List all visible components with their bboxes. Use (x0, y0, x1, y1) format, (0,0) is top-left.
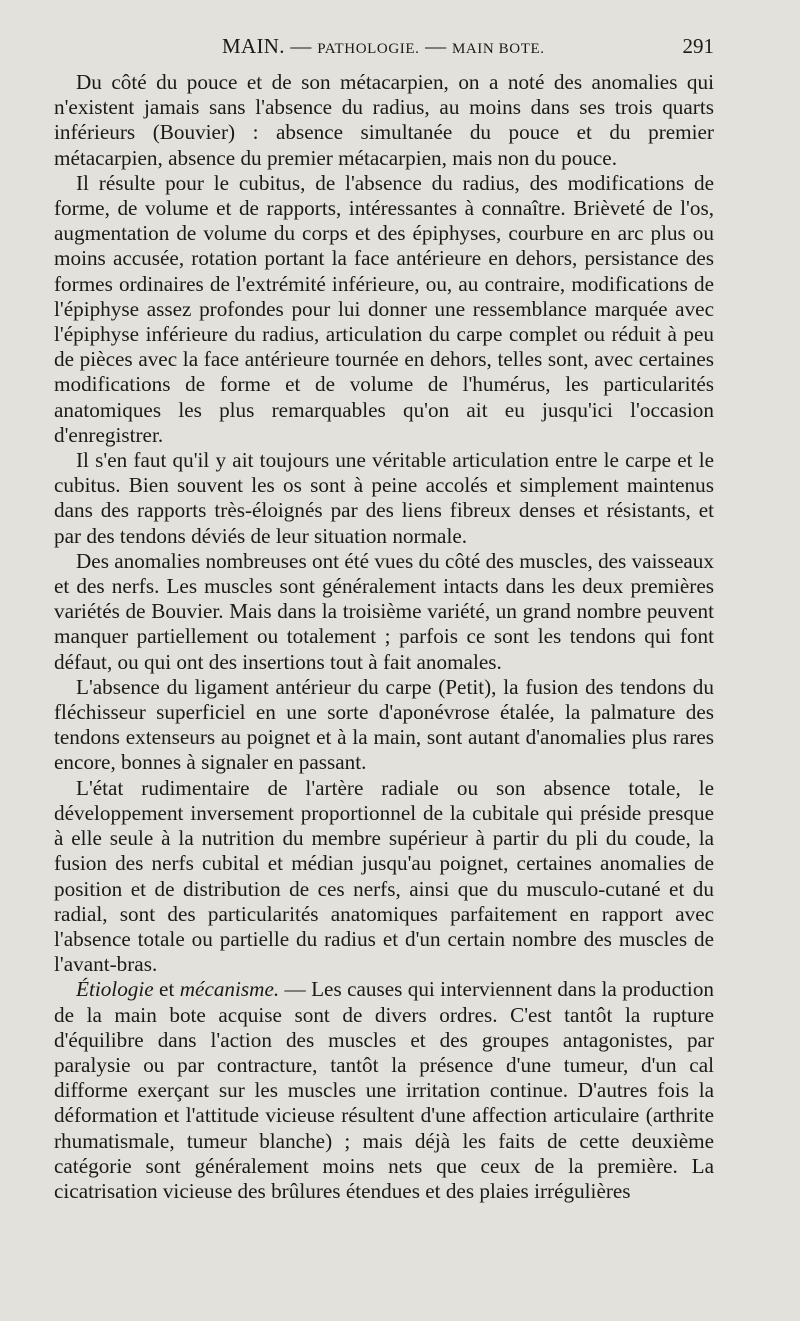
running-head-dash: — (290, 34, 312, 58)
paragraph: L'absence du ligament antérieur du carpe (Petit), la fusion des tendons du fléchisseur superficiel en une sorte d'aponévrose étalée, la palmature des tendons extenseurs au poignet et à la main, sont autant d'anomalies plus rares encore, bonnes à signaler en passant. (54, 674, 714, 775)
paragraph: Il s'en faut qu'il y ait toujours une véritable articulation entre le carpe et le cubitus. Bien souvent les os sont à peine accolés et simplement maintenus dans des rapports très-éloignés par des liens fibreux denses et résistants, et par des tendons déviés de leur situation normale. (54, 448, 714, 548)
running-head (222, 34, 545, 59)
page-number: 291 (682, 34, 714, 58)
running-head-topic: MAIN BOTE. (451, 41, 545, 57)
body-text (54, 70, 714, 1204)
paragraph: L'état rudimentaire de l'artère radiale ou son absence totale, le développement inversement proportionnel de la cubitale qui préside presque à elle seule à la nutrition du membre supérieur à partir du pli du coude, la fusion des nerfs cubital et médian jusqu'au poignet, certaines anomalies de position et de distribution de ces nerfs, ainsi que du musculo-cutané et du radial, sont des particularités anatomiques parfaitement en rapport avec l'absence totale ou partielle du radius et d'un certain nombre des muscles de l'avant-bras. (54, 775, 714, 977)
paragraph: Il résulte pour le cubitus, de l'absence du radius, des modifications de forme, de volume et de rapports, intéressantes à connaître. Brièveté de l'os, augmentation de volume du corps et des épiphyses, courbure en arc plus ou moins accusée, rotation portant la face antérieure en dehors, persistance des formes ordinaires de l'extrémité inférieure, ou, au contraire, modifications de l'épiphyse assez profondes pour lui donner une ressemblance marquée avec l'épiphyse inférieure du radius, articulation du carpe complet ou réduit à peu de pièces avec la face antérieure tournée en dehors, telles sont, avec certaines modifications de forme et de volume de l'humérus, les particularités anatomiques les plus remarquables qu'on ait eu jusqu'ici l'occasion d'enregistrer. (54, 170, 714, 447)
heading-conjunction: et (153, 977, 180, 1002)
paragraph-text: — Les causes qui interviennent dans la production de la main bote acquise sont de divers ordres. C'est tantôt la rupture d'équilibre dans l'action des muscles et des groupes antagonistes, par paralysie ou par contracture, tantôt la présence d'une tumeur, d'un cal difforme exerçant sur les muscles une irritation continue. D'autres fois la déformation et l'attitude vicieuse résultent d'une affection articulaire (arthrite rhumatismale, tumeur blanche) ; mais déjà les faits de cette deuxième catégorie sont généralement moins nets que ceux de la première. La cicatrisation vicieuse des brûlures étendues et des plaies irrégulières (54, 977, 715, 1203)
running-head-subsection: PATHOLOGIE. (317, 41, 420, 57)
running-head-dash: — (425, 34, 447, 58)
paragraph: Des anomalies nombreuses ont été vues du côté des muscles, des vaisseaux et des nerfs. Les muscles sont généralement intacts dans les deux premières variétés de Bouvier. Mais dans la troisième variété, un grand nombre peuvent manquer partiellement ou totalement ; parfois ce sont les tendons qui font défaut, ou qui ont des insertions tout à fait anomales. (54, 548, 714, 674)
italic-heading: Étiologie (76, 977, 154, 1002)
running-head-section: MAIN. (222, 34, 285, 58)
page-header (54, 34, 714, 62)
paragraph: Du côté du pouce et de son métacarpien, on a noté des anomalies qui n'existent jamais sans l'absence du radius, au moins dans ses trois quarts inférieurs (Bouvier) : absence simultanée du pouce et du premier métacarpien, absence du premier métacarpien, mais non du pouce. (54, 70, 714, 170)
italic-heading: mécanisme. (179, 977, 280, 1002)
paragraph-etiologie (54, 977, 714, 1204)
